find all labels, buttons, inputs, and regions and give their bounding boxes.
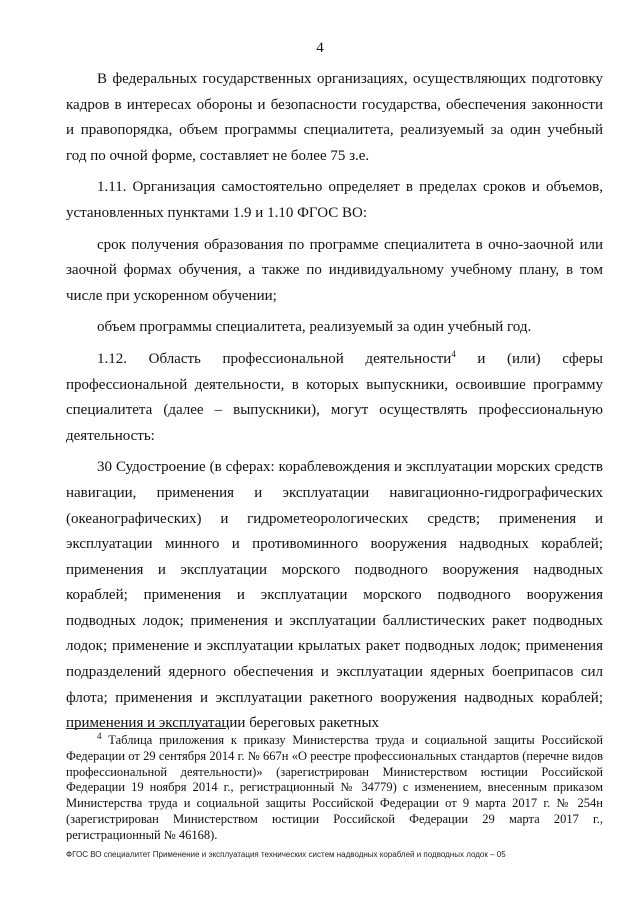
paragraph-1-12	[66, 347, 603, 449]
footnote-marker: 4	[97, 730, 102, 741]
footnote-text: Таблица приложения к приказу Министерства труда и социальной защиты Российской Федерации от 29 сентября 2014 г. № 667н «О реестре профессиональных стандартов (перечне видов профессиональной деятельности)» (зарегистрирован Министерством юстиции Российской Федерации 19 ноября 2014 г., регистрационный № 34779) с изменением, внесенным приказом Министерства труда и социальной защиты Российской Федерации от 9 марта 2017 г. № 254н (зарегистрирован Министерством юстиции Российской Федерации 29 марта 2017 г., регистрационный № 46168).	[66, 733, 603, 842]
footnote-divider	[66, 728, 226, 729]
paragraph-1-12-rest: и (или) сферы профессиональной деятельности, в которых выпускники, освоившие программу специалитета (далее – выпускники), могут осуществлять профессиональную деятельность:	[66, 350, 603, 444]
paragraph-study-term: срок получения образования по программе специалитета в очно-заочной или заочной формах обучения, а также по индивидуальному учебному плану, в том числе при ускоренном обучении;	[66, 236, 603, 304]
footnote-reference: 4	[451, 348, 456, 359]
paragraph-1-12-start: 1.12. Область профессиональной деятельности	[97, 350, 452, 367]
paragraph-program-volume: объем программы специалитета, реализуемый за один учебный год.	[97, 319, 532, 336]
footnote-4	[66, 730, 603, 844]
footnote-area	[66, 730, 603, 844]
paragraph-federal-organizations: В федеральных государственных организациях, осуществляющих подготовку кадров в интересах обороны и безопасности государства, обеспечения законности и правопорядка, объем программы специалитета, реализуемый за один учебный год по очной форме, составляет не более 75 з.е.	[66, 71, 603, 164]
document-body	[66, 67, 603, 737]
page-number: 4	[316, 40, 324, 56]
paragraph-1-11: 1.11. Организация самостоятельно определяет в пределах сроков и объемов, установленных пунктами 1.9 и 1.10 ФГОС ВО:	[66, 179, 603, 221]
page-footer: ФГОС ВО специалитет Применение и эксплуатация технических систем надводных кораблей и подводных лодок – 05	[66, 850, 506, 859]
paragraph-shipbuilding: 30 Судостроение (в сферах: кораблевождения и эксплуатации морских средств навигации, применения и эксплуатации навигационно-гидрографических (океанографических) и гидрометеорологических средств; применения и эксплуатации минного и противоминного вооружения надводных кораблей; применения и эксплуатации морского подводного вооружения надводных кораблей; применения и эксплуатации морского подводного вооружения подводных лодок; применения и эксплуатации баллистических ракет подводных лодок; применение и эксплуатации крылатых ракет подводных лодок; применения подразделений ядерного обеспечения и эксплуатации ядерных боеприпасов сил флота; применения и эксплуатации ракетного вооружения надводных кораблей; применения и эксплуатации береговых ракетных	[66, 459, 603, 732]
